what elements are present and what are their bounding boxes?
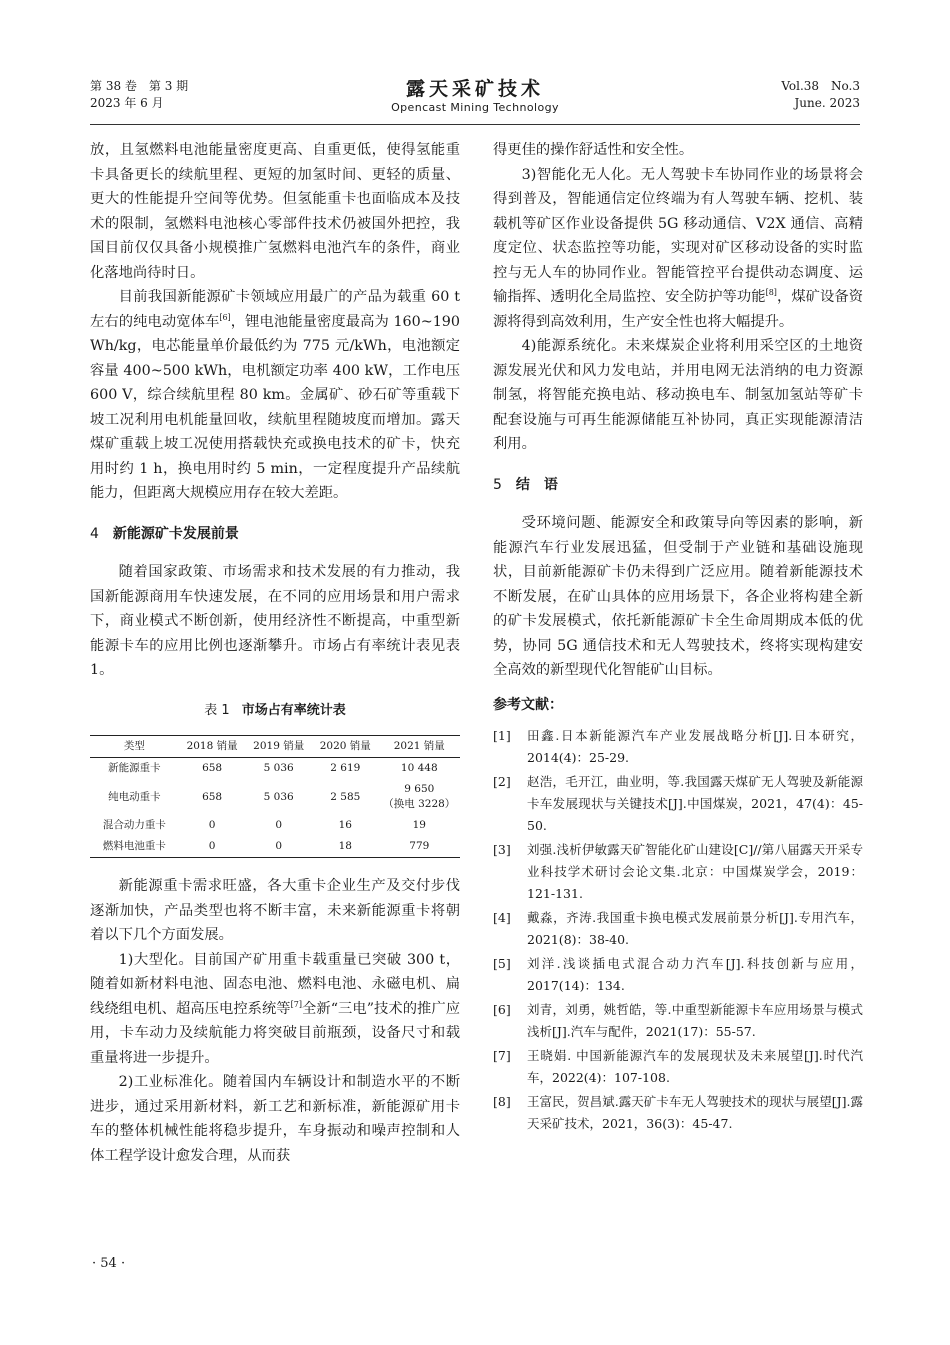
table-cell: 纯电动重卡 — [108, 790, 161, 803]
paragraph: 得更佳的操作舒适性和安全性。 — [493, 142, 694, 158]
table-header: 2021 销量 — [379, 736, 460, 758]
reference-number: [3] — [493, 842, 511, 857]
table-row — [90, 779, 460, 815]
table-header: 2020 销量 — [312, 736, 379, 758]
table-cell: 0 — [208, 819, 216, 831]
reference-text: 田鑫.日本新能源汽车产业发展战略分析[J].日本研究，2014(4)：25-29. — [527, 728, 863, 765]
reference-item — [493, 999, 863, 1043]
reference-text: 赵浩，毛开江，曲业明，等.我国露天煤矿无人驾驶及新能源卡车发展现状与关键技术[J].中国煤炭，2021，47(4)：45-50. — [527, 774, 863, 833]
table-cell: 新能源重卡 — [108, 762, 161, 774]
table-header-row — [90, 736, 460, 758]
reference-number: [6] — [493, 1002, 511, 1017]
paragraph — [90, 285, 460, 506]
section-title: 新能源矿卡发展前景 — [112, 525, 239, 542]
section-title: 结 语 — [515, 476, 558, 493]
text-run: 3)智能化无人化。无人驾驶卡车协同作业的场景将会得到普及，智能通信定位终端为有人驾驶车辆、挖机、装载机等矿区作业设备提供 5G 移动通信、V2X 通信、高精度定位、状态监控等功能，实现对矿区移动设备的实时监控与无人车的协同作业。智能管控平台提供动态调度、运输指挥、透明化全局监控、安全防护等功能 — [493, 166, 863, 305]
header-right — [781, 78, 860, 112]
table-title: 市场占有率统计表 — [241, 702, 346, 718]
text-run: 1)大型化。目前国产矿用重卡载重量已突破 300 t，随着如新材料电池、固态电池、燃料电池、永磁电机、扁线绕组电机、超高压电控系统等 — [90, 951, 460, 1017]
section-heading — [493, 473, 863, 498]
reference-number: [2] — [493, 774, 511, 789]
citation[interactable]: [6] — [219, 312, 231, 322]
table-row — [90, 836, 460, 858]
table-cell: 2 619 — [330, 762, 361, 774]
reference-item — [493, 1045, 863, 1089]
text-run: 目前我国新能源矿卡领域应用最广的产品为载重 60 t 左右的纯电动宽体车 — [90, 289, 460, 330]
reference-text: 戴淼，齐涛.我国重卡换电模式发展前景分析[J].专用汽车，2021(8)：38-40. — [527, 910, 863, 947]
reference-text: 王富民，贺昌斌.露天矿卡车无人驾驶技术的现状与展望[J].露天采矿技术，2021，36(3)：45-47. — [527, 1094, 863, 1131]
section-heading — [90, 522, 460, 547]
reference-text: 刘洋.浅谈插电式混合动力汽车[J].科技创新与应用，2017(14)：134. — [527, 956, 863, 993]
header-volume-en: Vol.38 No.3 — [781, 79, 860, 93]
table-cell: 2 585 — [330, 790, 361, 803]
paragraph: 随着国家政策、市场需求和技术发展的有力推动，我国新能源商用车快速发展，在不同的应用场景和用户需求下，商业模式不断创新，使用经济性不断提高，中重型新能源卡车的应用比例也逐渐攀升。市场占有率统计表见表 1。 — [90, 564, 460, 678]
table-header: 类型 — [90, 736, 179, 758]
reference-item — [493, 1091, 863, 1135]
table-cell: 18 — [312, 836, 379, 858]
cell-line: （换电 3228） — [383, 798, 456, 810]
reference-number: [7] — [493, 1048, 511, 1063]
header-center — [90, 78, 860, 115]
table-cell: 0 — [179, 836, 246, 858]
table-cell: 燃料电池重卡 — [90, 836, 179, 858]
paragraph: 2)工业标准化。随着国内车辆设计和制造水平的不断进步，通过采用新材料，新工艺和新标准，新能源矿用卡车的整体机械性能将稳步提升，车身振动和噪声控制和人体工程学设计愈发合理，从而获 — [90, 1074, 460, 1164]
journal-title: 露天采矿技术 — [405, 78, 544, 100]
left-column — [90, 138, 460, 1168]
reference-item — [493, 771, 863, 837]
text-run: ，煤矿设备资源将得到高效利用，生产安全性也将大幅提升。 — [493, 289, 863, 330]
table-cell: 5 036 — [263, 790, 294, 803]
table-cell: 5 036 — [263, 762, 294, 774]
header-rule — [90, 124, 860, 125]
section-number: 4 — [90, 525, 99, 542]
cell-line: 9 650 — [404, 783, 435, 795]
reference-text: 王晓娟. 中国新能源汽车的发展现状及未来展望[J].时代汽车，2022(4)：107-108. — [527, 1048, 863, 1085]
table-cell: 658 — [202, 762, 223, 774]
table-cell: 658 — [202, 790, 223, 803]
section-number: 5 — [493, 476, 502, 493]
table-cell — [379, 779, 460, 815]
market-share-table — [90, 735, 460, 858]
reference-item — [493, 907, 863, 951]
table-cell: 0 — [275, 819, 283, 831]
paragraph — [493, 163, 863, 335]
citation[interactable]: [7] — [290, 999, 302, 1009]
header-date-en: June. 2023 — [794, 96, 860, 110]
paragraph: 受环境问题、能源安全和政策导向等因素的影响，新能源汽车行业发展迅猛，但受制于产业链和基础设施现状，目前新能源矿卡仍未得到广泛应用。随着新能源技术不断发展，在矿山具体的应用场景下，各企业将构建全新的矿卡发展模式，依托新能源矿卡全生命周期成本低的优势，协同 5G 通信技术和无人驾驶技术，终将实现构建安全高效的新型现代化智能矿山目标。 — [493, 515, 863, 678]
reference-number: [4] — [493, 910, 511, 925]
paragraph: 放，且氢燃料电池能量密度更高、自重更低，使得氢能重卡具备更长的续航里程、更短的加氢时间、更轻的质量、更大的性能提升空间等优势。但氢能重卡也面临成本及技术的限制，氢燃料电池核心零部件技术仍被国外把控，我国目前仅仅具备小规模推广氢燃料电池汽车的条件，商业化落地尚待时日。 — [90, 142, 460, 281]
text-run: 全新“三电”技术的推广应用，卡车动力及续航能力将突破目前瓶颈，设备尺寸和载重量将进一步提升。 — [90, 1000, 461, 1066]
journal-subtitle: Opencast Mining Technology — [391, 101, 559, 114]
paragraph — [90, 948, 460, 1071]
page-header — [90, 78, 860, 120]
table-row — [90, 758, 460, 780]
table-caption — [90, 699, 460, 724]
paragraph: 4)能源系统化。未来煤炭企业将利用采空区的土地资源发展光伏和风力发电站，并用电网无法消纳的电力资源制氢，将智能充换电站、移动换电车、制氢加氢站等矿卡配套设施与可再生能源储能互补协同，真正实现能源清洁利用。 — [493, 338, 863, 452]
right-column — [493, 138, 863, 1137]
reference-text: 刘青，刘勇，姚哲皓，等.中重型新能源卡车应用场景与模式浅析[J].汽车与配件，2021(17)：55-57. — [527, 1002, 863, 1039]
header-volume: 第 38 卷 第 3 期 — [90, 79, 189, 93]
reference-number: [5] — [493, 956, 511, 971]
table-cell: 10 448 — [400, 762, 438, 774]
table-cell: 19 — [412, 819, 426, 831]
table-row — [90, 815, 460, 836]
text-run: ，锂电池能量密度最高为 160~190 Wh/kg，电芯能量单价最低约为 775 元/kWh，电池额定容量 400~500 kWh，电机额定功率 400 kW，工作电压 600 V，综合续航里程 80 km。金属矿、砂石矿等重载下坡工况利用电机能量回收，续航里程随坡度而增加。露天煤矿重载上坡工况使用搭载快充或换电技术的矿卡，快充用时约 1 h，换电用时约 5 min，一定程度提升产品续航能力，但距离大规模应用存在较大差距。 — [90, 313, 461, 501]
reference-number: [8] — [493, 1094, 511, 1109]
table-cell: 779 — [379, 836, 460, 858]
reference-text: 刘强.浅析伊敏露天矿智能化矿山建设[C]//第八届露天开采专业科技学术研讨会论文集.北京：中国煤炭学会，2019：121-131. — [527, 842, 863, 901]
reference-item — [493, 839, 863, 905]
table-cell: 0 — [245, 836, 312, 858]
header-date: 2023 年 6 月 — [90, 96, 164, 110]
table-header: 2019 销量 — [245, 736, 312, 758]
reference-item — [493, 953, 863, 997]
paragraph: 新能源重卡需求旺盛，各大重卡企业生产及交付步伐逐渐加快，产品类型也将不断丰富，未来新能源重卡将朝着以下几个方面发展。 — [90, 878, 460, 943]
citation[interactable]: [8] — [765, 288, 777, 298]
table-label: 表 1 — [204, 702, 230, 718]
page-number: · 54 · — [92, 1256, 126, 1271]
table-header: 2018 销量 — [179, 736, 246, 758]
reference-item — [493, 725, 863, 769]
reference-number: [1] — [493, 728, 511, 743]
table-cell: 混合动力重卡 — [102, 819, 166, 831]
table-cell: 16 — [338, 819, 352, 831]
references-heading: 参考文献： — [493, 696, 563, 713]
reference-list — [493, 725, 863, 1135]
